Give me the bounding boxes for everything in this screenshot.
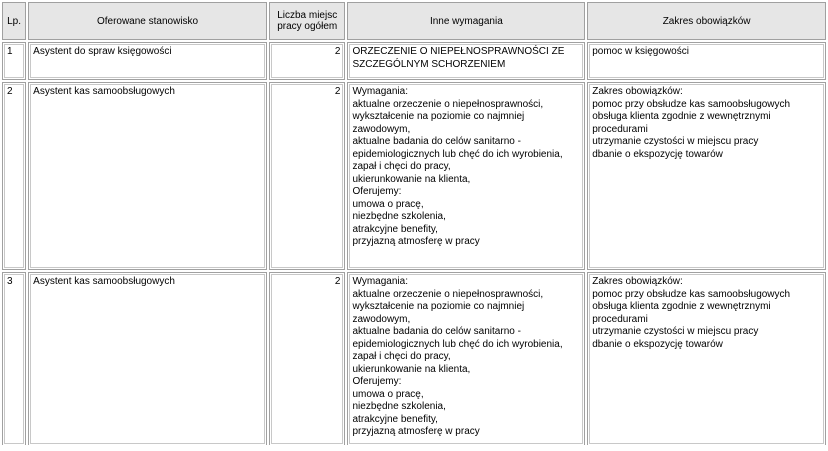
requirement-line: ukierunkowanie na klienta, [352, 363, 471, 375]
duty-line: pomoc przy obsłudze kas samoobsługowych [592, 98, 791, 110]
cell-count [269, 272, 346, 445]
duty-line: dbanie o ekspozycję towarów [592, 148, 723, 160]
requirement-line: ukierunkowanie na klienta, [352, 173, 471, 185]
header-count-line2: pracy ogółem [277, 21, 338, 32]
cell-lp [2, 42, 26, 80]
row-number: 3 [4, 274, 24, 444]
requirement-line: atrakcyjne benefity, [352, 413, 438, 425]
row-number: 1 [4, 44, 24, 78]
positions-count: 2 [271, 44, 344, 78]
requirement-line: niezbędne szkolenia, [352, 401, 446, 412]
row-number: 2 [4, 84, 24, 268]
duty-line: obsługa klienta zgodnie z wewnętrznymi [592, 111, 771, 122]
requirements-text [349, 84, 583, 268]
requirement-line: ORZECZENIE O NIEPEŁNOSPRAWNOŚCI ZE [352, 46, 565, 57]
positions-count: 2 [271, 84, 344, 268]
cell-lp [2, 272, 26, 445]
requirements-text [349, 44, 583, 78]
duty-line: pomoc przy obsłudze kas samoobsługowych [592, 288, 791, 300]
requirement-line: umowa o pracę, [352, 388, 424, 400]
requirement-line: SZCZEGÓLNYM SCHORZENIEM [352, 58, 506, 70]
duty-line: obsługa klienta zgodnie z wewnętrznymi [592, 301, 771, 312]
cell-duties [587, 82, 826, 270]
requirement-line: Oferujemy: [352, 376, 402, 387]
duty-line: pomoc w księgowości [592, 46, 689, 57]
cell-duties [587, 272, 826, 445]
requirement-line: epidemiologicznych lub chęć do ich wyrobienia, [352, 338, 563, 350]
requirement-line: aktualne badania do celów sanitarno - [352, 136, 521, 147]
header-count [269, 2, 346, 40]
requirement-line: aktualne orzeczenie o niepełnosprawności, [352, 288, 544, 300]
cell-requirements [347, 82, 585, 270]
duty-line: procedurami [592, 313, 648, 325]
cell-count [269, 42, 346, 80]
duty-line: dbanie o ekspozycję towarów [592, 338, 723, 350]
requirement-line: przyjazną atmosferę w pracy [352, 236, 480, 247]
cell-lp [2, 82, 26, 270]
requirement-line: zapał i chęci do pracy, [352, 351, 451, 362]
table-body [2, 42, 826, 445]
table-row [2, 42, 826, 80]
duties-text [589, 84, 824, 268]
cell-requirements [347, 272, 585, 445]
duties-text [589, 274, 824, 444]
cell-position [28, 42, 267, 80]
header-position: Oferowane stanowisko [28, 2, 267, 40]
requirement-line: wykształcenie na poziomie co najmniej [352, 301, 525, 312]
header-count-line1: Liczba miejsc [277, 10, 338, 21]
requirement-line: zapał i chęci do pracy, [352, 161, 451, 172]
requirement-line: Wymagania: [352, 86, 408, 97]
cell-count [269, 82, 346, 270]
requirement-line: epidemiologicznych lub chęć do ich wyrobienia, [352, 148, 563, 160]
requirement-line: Oferujemy: [352, 186, 402, 197]
requirement-line: atrakcyjne benefity, [352, 223, 438, 235]
cell-duties [587, 42, 826, 80]
requirements-text [349, 274, 583, 444]
header-requirements: Inne wymagania [347, 2, 585, 40]
position-name: Asystent do spraw księgowości [30, 44, 265, 78]
requirement-line: zawodowym, [352, 123, 411, 135]
header-duties: Zakres obowiązków [587, 2, 826, 40]
duty-line: procedurami [592, 123, 648, 135]
requirement-line: umowa o pracę, [352, 198, 424, 210]
duty-line: utrzymanie czystości w miejscu pracy [592, 326, 759, 337]
table-row [2, 272, 826, 445]
requirement-line: aktualne orzeczenie o niepełnosprawności, [352, 98, 544, 110]
duty-line: utrzymanie czystości w miejscu pracy [592, 136, 759, 147]
requirement-line: Wymagania: [352, 276, 408, 287]
duty-line: Zakres obowiązków: [592, 86, 683, 97]
requirement-line: przyjazną atmosferę w pracy [352, 426, 480, 437]
position-name: Asystent kas samoobsługowych [30, 274, 265, 444]
position-name: Asystent kas samoobsługowych [30, 84, 265, 268]
duties-text [589, 44, 824, 78]
cell-position [28, 82, 267, 270]
positions-count: 2 [271, 274, 344, 444]
cell-position [28, 272, 267, 445]
duty-line: Zakres obowiązków: [592, 276, 683, 287]
cell-requirements [347, 42, 585, 80]
requirement-line: aktualne badania do celów sanitarno - [352, 326, 521, 337]
requirement-line: zawodowym, [352, 313, 411, 325]
header-lp: Lp. [2, 2, 26, 40]
table-row [2, 82, 826, 270]
requirement-line: niezbędne szkolenia, [352, 211, 446, 222]
requirement-line: wykształcenie na poziomie co najmniej [352, 111, 525, 122]
header-row [2, 2, 826, 40]
